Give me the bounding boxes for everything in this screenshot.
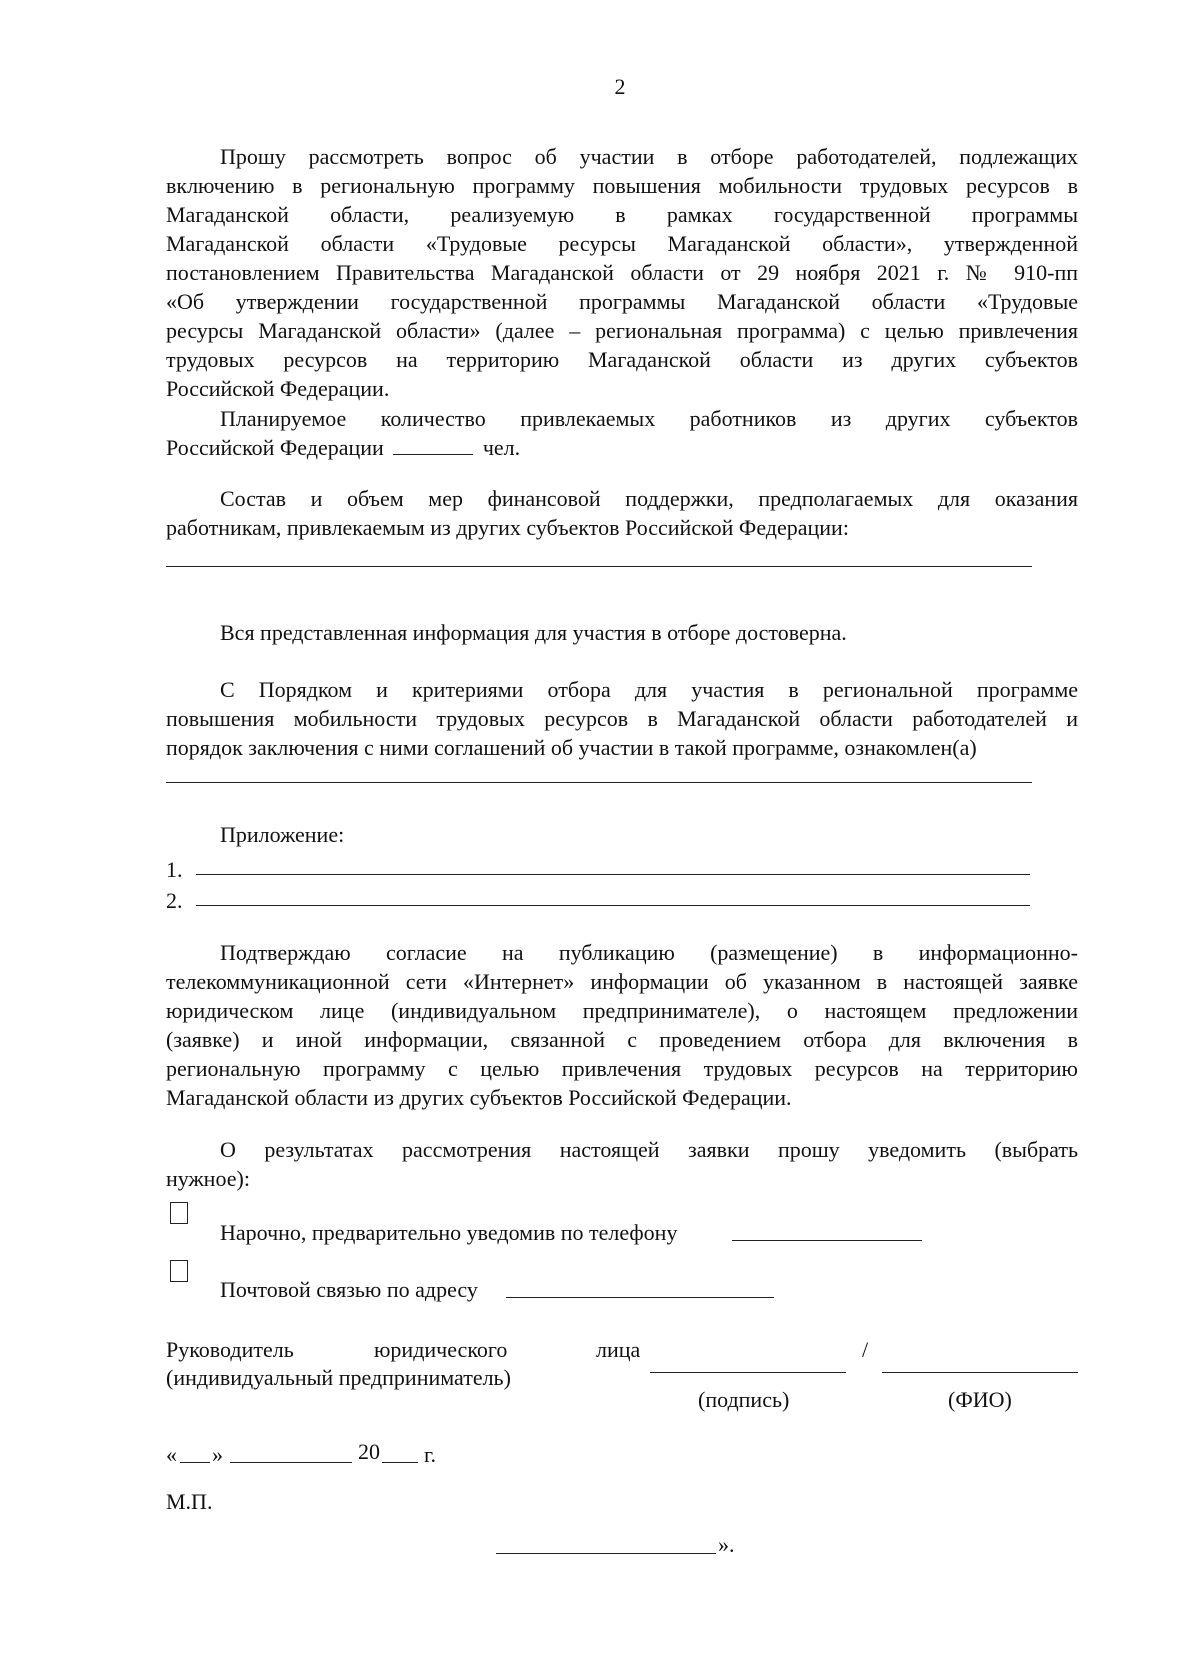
- attachments-label: Приложение:: [220, 822, 345, 847]
- date-open-quote: «: [166, 1442, 177, 1467]
- text-line: повышения мобильности трудовых ресурсов в Магаданской области работодателей и: [166, 706, 1078, 731]
- support-measures-paragraph: [166, 484, 1078, 542]
- closing-field[interactable]: [496, 1553, 716, 1554]
- unit-label: чел.: [482, 435, 521, 460]
- workers-count-field[interactable]: [393, 434, 473, 455]
- address-field[interactable]: [506, 1297, 774, 1298]
- text-line: Магаданской области из других субъектов Российской Федерации.: [166, 1085, 792, 1110]
- date-close-quote: »: [212, 1442, 223, 1467]
- text-line: Прошу рассмотреть вопрос об участии в отборе работодателей, подлежащих: [220, 144, 1078, 169]
- attachment-number: 2.: [166, 888, 183, 913]
- text-line: ресурсы Магаданской области» (далее – региональная программа) с целью привлечения: [166, 318, 1078, 343]
- date-year-field[interactable]: [382, 1462, 418, 1463]
- page-number: 2: [614, 74, 626, 99]
- acknowledgement-field[interactable]: [166, 782, 1032, 783]
- text-line: порядок заключения с ними соглашений об участии в такой программе, ознакомлен(а): [166, 735, 977, 760]
- text-line: Подтверждаю согласие на публикацию (размещение) в информационно-: [220, 940, 1078, 965]
- text-line: Состав и объем мер финансовой поддержки, предполагаемых для оказания: [220, 486, 1078, 511]
- text-line: Планируемое количество привлекаемых работников из других субъектов: [220, 406, 1078, 431]
- support-measures-field[interactable]: [166, 566, 1032, 567]
- text-line: О результатах рассмотрения настоящей заявки прошу уведомить (выбрать: [220, 1137, 1078, 1162]
- accuracy-statement: Вся представленная информация для участия в отборе достоверна.: [220, 620, 847, 645]
- option-by-hand-label: Нарочно, предварительно уведомив по телефону: [220, 1220, 678, 1245]
- text-line: Магаданской области «Трудовые ресурсы Магаданской области», утвержденной: [166, 231, 1078, 256]
- text-line: С Порядком и критериями отбора для участия в региональной программе: [220, 677, 1078, 702]
- notification-paragraph: [166, 1135, 1078, 1193]
- signature-caption: (подпись): [698, 1387, 790, 1412]
- closing-mark: ».: [718, 1532, 735, 1557]
- text-line: региональную программу с целью привлечения трудовых ресурсов на территорию: [166, 1056, 1078, 1081]
- stamp-label: М.П.: [166, 1489, 213, 1514]
- option-by-mail-checkbox[interactable]: [170, 1260, 188, 1282]
- text-line: трудовых ресурсов на территорию Магаданской области из других субъектов: [166, 347, 1078, 372]
- date-month-field[interactable]: [230, 1462, 352, 1463]
- signatory-subtitle: (индивидуальный предприниматель): [166, 1365, 511, 1390]
- text-line: включению в региональную программу повышения мобильности трудовых ресурсов в: [166, 173, 1078, 198]
- text-fragment: Руководитель: [166, 1337, 294, 1362]
- text-line: нужное):: [166, 1166, 250, 1191]
- signatory-title: [166, 1335, 294, 1364]
- workers-count-line: [166, 433, 1078, 462]
- full-name-field[interactable]: [882, 1372, 1078, 1373]
- text-line: телекоммуникационной сети «Интернет» информации об указанном в настоящей заявке: [166, 969, 1078, 994]
- planned-workers-paragraph: [166, 404, 1078, 462]
- text-fragment: Российской Федерации: [166, 435, 384, 460]
- text-line: постановлением Правительства Магаданской области от 29 ноября 2021 г. № 910-пп: [166, 260, 1078, 285]
- text-fragment: юридического: [374, 1337, 508, 1362]
- date-year-prefix: 20: [358, 1439, 380, 1464]
- text-line: (заявке) и иной информации, связанной с проведением отбора для включения в: [166, 1027, 1078, 1052]
- phone-field[interactable]: [732, 1240, 922, 1241]
- text-line: работникам, привлекаемым из других субъектов Российской Федерации:: [166, 515, 849, 540]
- request-paragraph: [166, 142, 1078, 403]
- consent-paragraph: [166, 938, 1078, 1112]
- date-year-suffix: г.: [424, 1442, 437, 1467]
- full-name-caption: (ФИО): [948, 1387, 1012, 1412]
- text-line: Российской Федерации.: [166, 376, 390, 401]
- text-line: «Об утверждении государственной программы Магаданской области «Трудовые: [166, 289, 1078, 314]
- attachment-field-1[interactable]: [196, 874, 1030, 875]
- text-line: Магаданской области, реализуемую в рамках государственной программы: [166, 202, 1078, 227]
- text-line: юридическом лице (индивидуальном предпринимателе), о настоящем предложении: [166, 998, 1078, 1023]
- signature-field[interactable]: [650, 1372, 846, 1373]
- text-fragment: лица: [596, 1337, 641, 1362]
- option-by-hand-checkbox[interactable]: [170, 1202, 188, 1224]
- separator-slash: /: [862, 1337, 869, 1362]
- attachment-number: 1.: [166, 857, 183, 882]
- attachment-field-2[interactable]: [196, 905, 1030, 906]
- procedure-paragraph: [166, 675, 1078, 762]
- date-day-field[interactable]: [180, 1462, 210, 1463]
- option-by-mail-label: Почтовой связью по адресу: [220, 1277, 478, 1302]
